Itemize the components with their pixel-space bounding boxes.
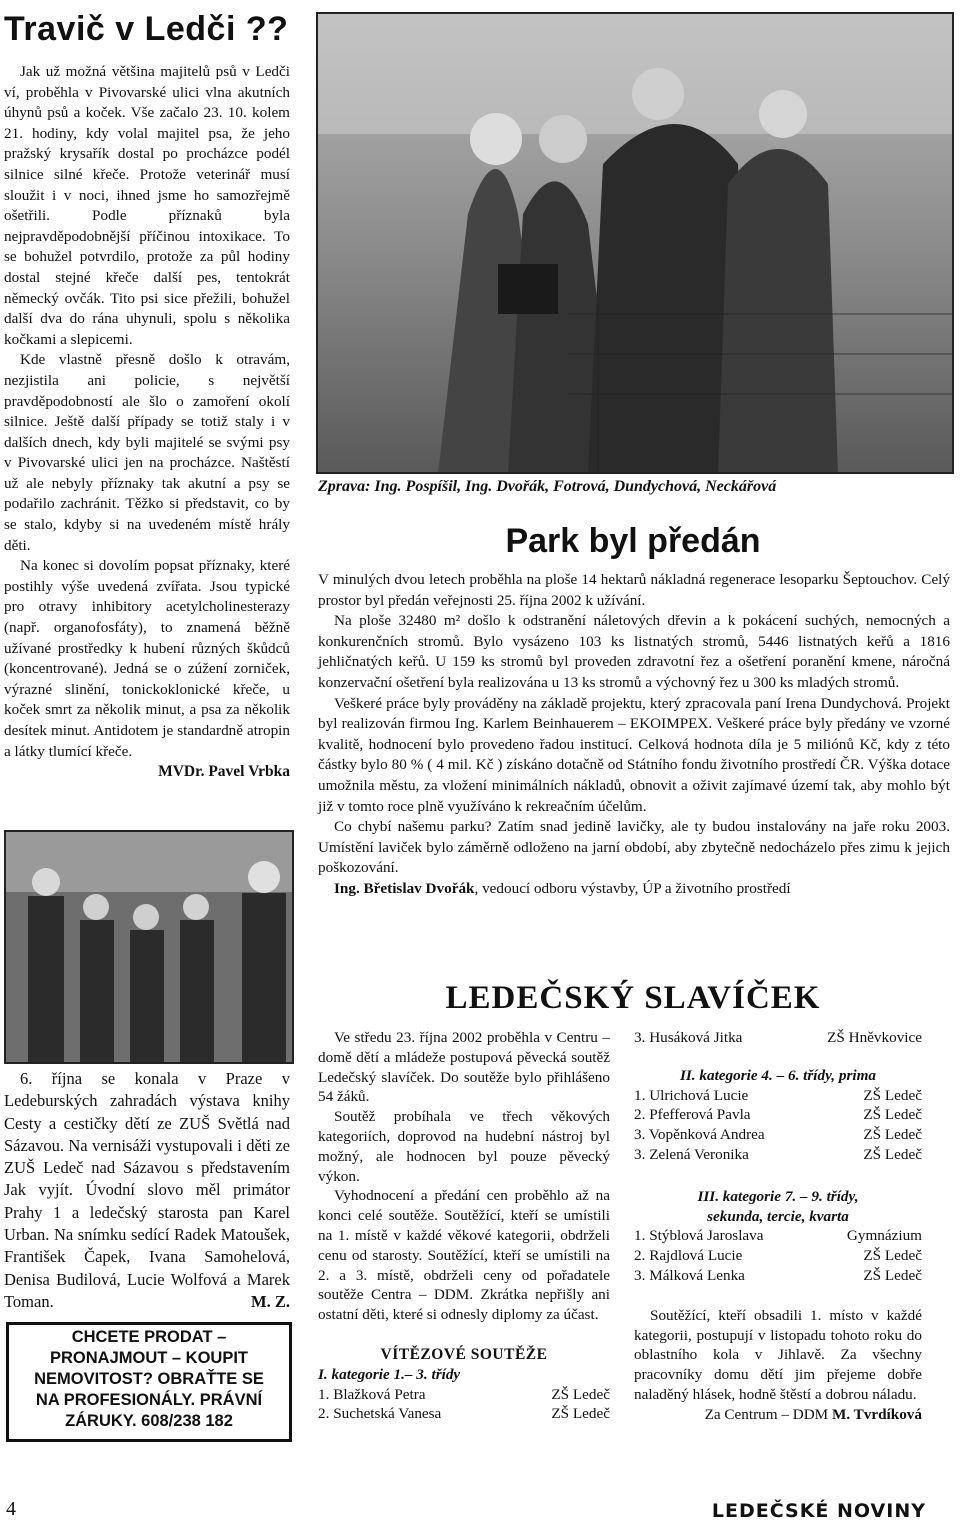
- results-column: [634, 1028, 922, 1425]
- result-row: 1. Stýblová Jaroslava Gymnázium: [634, 1227, 922, 1245]
- article-signature: [318, 879, 950, 900]
- category-label: II. kategorie 4. – 6. třídy, prima: [679, 1066, 877, 1084]
- photo-image: [6, 832, 292, 1062]
- photo-park-handover: [316, 12, 954, 474]
- paragraph: Soutěž probíhala ve třech věkových kategoriích, doprovod na hudební nástroj byl možný, ale hodnocen byl pouze pěvecký výkon.: [318, 1108, 610, 1185]
- ad-line: PRONAJMOUT – KOUPIT: [49, 1349, 249, 1367]
- article-body-park: [318, 570, 950, 900]
- article-signature: M. Z.: [251, 1292, 290, 1312]
- paragraph: V minulých dvou letech proběhla na ploše 14 hektarů nákladná regenerace lesoparku Šeptouchov. Celý prostor byl předán veřejnosti 25. října 2002 k užívání.: [318, 571, 950, 609]
- newspaper-logo: LEDEČSKÉ NOVINY: [711, 1500, 926, 1522]
- result-row: 3. Vopěnková Andrea ZŠ Ledeč: [634, 1126, 922, 1144]
- article-signature: MVDr. Pavel Vrbka: [158, 763, 290, 781]
- category-label: III. kategorie 7. – 9. třídy,: [697, 1187, 859, 1205]
- signature-name: Ing. Břetislav Dvořák: [334, 879, 475, 897]
- article-body-travic: [4, 62, 290, 783]
- article-title-travic: Travič v Ledči ??: [4, 10, 289, 48]
- result-row: 1. Ulrichová Lucie ZŠ Ledeč: [634, 1086, 922, 1104]
- article-title-park: Park byl předán: [505, 522, 761, 560]
- winners-heading: VÍTĚZOVÉ SOUTĚŽE: [380, 1345, 548, 1363]
- category-label-2: sekunda, tercie, kvarta: [707, 1207, 849, 1225]
- photo-caption: Zprava: Ing. Pospíšil, Ing. Dvořák, Fotrová, Dundychová, Neckářová: [318, 478, 777, 495]
- paragraph: Na ploše 32480 m² došlo k odstranění náletových dřevin a k pokácení suchých, nemocných a konkurenčních stromů. Bylo vysázeno 103 ks listnatých stromů, 5446 listnatých keřů a 1816 jehličnatých keřů. U 159 ks stromů byl proveden zdravotní řez a ošetření poranění kmene, náročná konzervační ošetření byla realizována u 13 ks stromů a výchovný řez u 300 ks mladých stromů.: [318, 612, 950, 691]
- article-body-exhibition: [4, 1068, 290, 1314]
- result-row: 1. Blažková Petra ZŠ Ledeč: [318, 1385, 610, 1403]
- paragraph: [4, 1068, 290, 1313]
- result-row: 3. Husáková Jitka ZŠ Hněvkovice: [634, 1029, 922, 1046]
- article-body-slavicek: [318, 1028, 610, 1424]
- photo-exhibition: [4, 830, 294, 1064]
- paragraph: Vyhodnocení a předání cen proběhlo až na konci celé soutěže. Soutěžící, kteří se umístili na 1. místě v každé věkové kategorii, obdrželi cenu od starosty. Soutěžící, kteří se umístili na 2. a 3. místě, obdrželi ceny od pořadatele soutěže Centra – DDM. Zkrátka nepřišly ani ostatní děti, které si odnesly diplomy za účast.: [318, 1187, 610, 1324]
- paragraph: Na konec si dovolím popsat příznaky, které postihly výše uvedená zvířata. Jsou typické pro otravy inhibitory acetylcholinesterazy (např. organofosfáty), to znamená běžně užívané prostředky k hubení různých škůdců (koncentrované). Jedná se o zúžení zorniček, výrazné slinění, tonickoklonické křeče, u koček smrt za několik minut, a psa za několik desítek minut. Antidotem je standardně atropin a látky tlumící křeče.: [4, 557, 290, 760]
- result-row: 2. Suchetská Vanesa ZŠ Ledeč: [318, 1405, 610, 1423]
- ad-line: NA PROFESIONÁLY. PRÁVNÍ: [35, 1391, 263, 1409]
- ad-line: NEMOVITOST? OBRAŤTE SE: [34, 1370, 264, 1388]
- paragraph: Soutěžící, kteří obsadili 1. místo v každé kategorii, postupují v listopadu tohoto roku do oblastního kola v Jihlavě. Za všechny pracovníky domu dětí jim přejeme dobře naladěný hlásek, hodně štěstí a dobrou náladu.: [634, 1306, 922, 1403]
- ad-line: CHCETE PRODAT –: [71, 1328, 227, 1346]
- paragraph: Ve středu 23. října 2002 proběhla v Centru – domě dětí a mládeže postupová pěvecká soutěž Ledečský slavíček. Do soutěže bylo přihlášeno 54 žáků.: [318, 1029, 610, 1106]
- photo-image: [318, 14, 952, 472]
- paragraph: Kde vlastně přesně došlo k otravám, nezjistila ani policie, s největší pravděpodobností ale šlo o zamoření okolí silnice. Ještě další případy se totiž staly i v dalších dnech, kdy byli majitelé se svými psy v Pivovarské ulici jen na procházce. Naštěstí už ale nebyly příznaky tak akutní a psy se podařilo zachránit. Těžko si představit, co by se stalo, kdyby si na uvedeném místě hrály děti.: [4, 351, 290, 554]
- article-title-slavicek: LEDEČSKÝ SLAVÍČEK: [445, 980, 821, 1016]
- result-row: 2. Pfefferová Pavla ZŠ Ledeč: [634, 1106, 922, 1124]
- paragraph: Veškeré práce byly prováděny na základě projektu, který zpracovala paní Irena Dundychová. Projekt byl realizován firmou Ing. Karlem Beinhauerem – EKOIMPEX. Veškeré práce byly předány ve vzorné kvalitě, hodnocení bylo provedeno řadou institucí. Celková hodnota díla je 5 miliónů Kč, kdy z této částky bylo 80 % ( 4 mil. Kč ) získáno dotačně od Státního fondu životního prostředí ČR. Výška dotace umožnila městu, za vložení minimálních nákladů, obnovit a oživit zajímavé území tak, aby mohlo být již v tomto roce plně využíváno k rekreačním účelům.: [318, 694, 950, 815]
- category-label: I. kategorie 1.– 3. třídy: [318, 1365, 461, 1383]
- ad-line: ZÁRUKY. 608/238 182: [65, 1412, 233, 1430]
- real-estate-ad: [6, 1322, 292, 1442]
- result-row: 3. Málková Lenka ZŠ Ledeč: [634, 1266, 922, 1284]
- result-row: 3. Zelená Veronika ZŠ Ledeč: [634, 1145, 922, 1163]
- page-number: 4: [6, 1498, 16, 1520]
- paragraph: Co chybí našemu parku? Zatím snad jedině lavičky, ale ty budou instalovány na jaře roku 2003. Umístění laviček bylo záměrně odloženo na jarní období, aby zbytečně nedocházelo přes zimu k jejich poškozování.: [318, 818, 950, 877]
- article-signature: Za Centrum – DDM M. Tvrdíková: [704, 1405, 922, 1423]
- paragraph: Jak už možná většina majitelů psů v Ledči ví, proběhla v Pivovarské ulici vlna akutních úhynů psů a koček. Vše začalo 23. 10. kolem 21. hodiny, kdy volal majitel psa, že jeho pražský krysařík dostal po procházce podél silnice silné křeče. Protože veterinář musí sloužit i v noci, ihned jsme ho samozřejmě ošetřili. Podle příznaků byla nejpravděpodobnější příčinou intoxikace. To se bohužel potvrdilo, protože za půl hodiny dostal stejné křeče další pes, tentokrát německý ovčák. Tito psi sice přežili, bohužel další dva do rána uhynuli, spolu s několika kočkami a slepicemi.: [4, 63, 290, 348]
- signature-role: , vedoucí odboru výstavby, ÚP a životního prostředí: [474, 879, 791, 897]
- caption-text: 6. října se konala v Praze v Ledeburských zahradách výstava knihy Cesty a cestičky dětí ze ZUŠ Světlá nad Sázavou. Na vernisáži vystupovali i děti ze ZUŠ Ledeč nad Sázavou s představením Jak vyjít. Úvodní slovo měl primátor Prahy 1 a ledečský starosta pan Karel Urban. Na snímku sedící Radek Matoušek, František Čapek, Ivana Samohelová, Denisa Budilová, Lucie Wolfová a Marek Toman.: [4, 1069, 290, 1311]
- result-row: 2. Rajdlová Lucie ZŠ Ledeč: [634, 1247, 922, 1265]
